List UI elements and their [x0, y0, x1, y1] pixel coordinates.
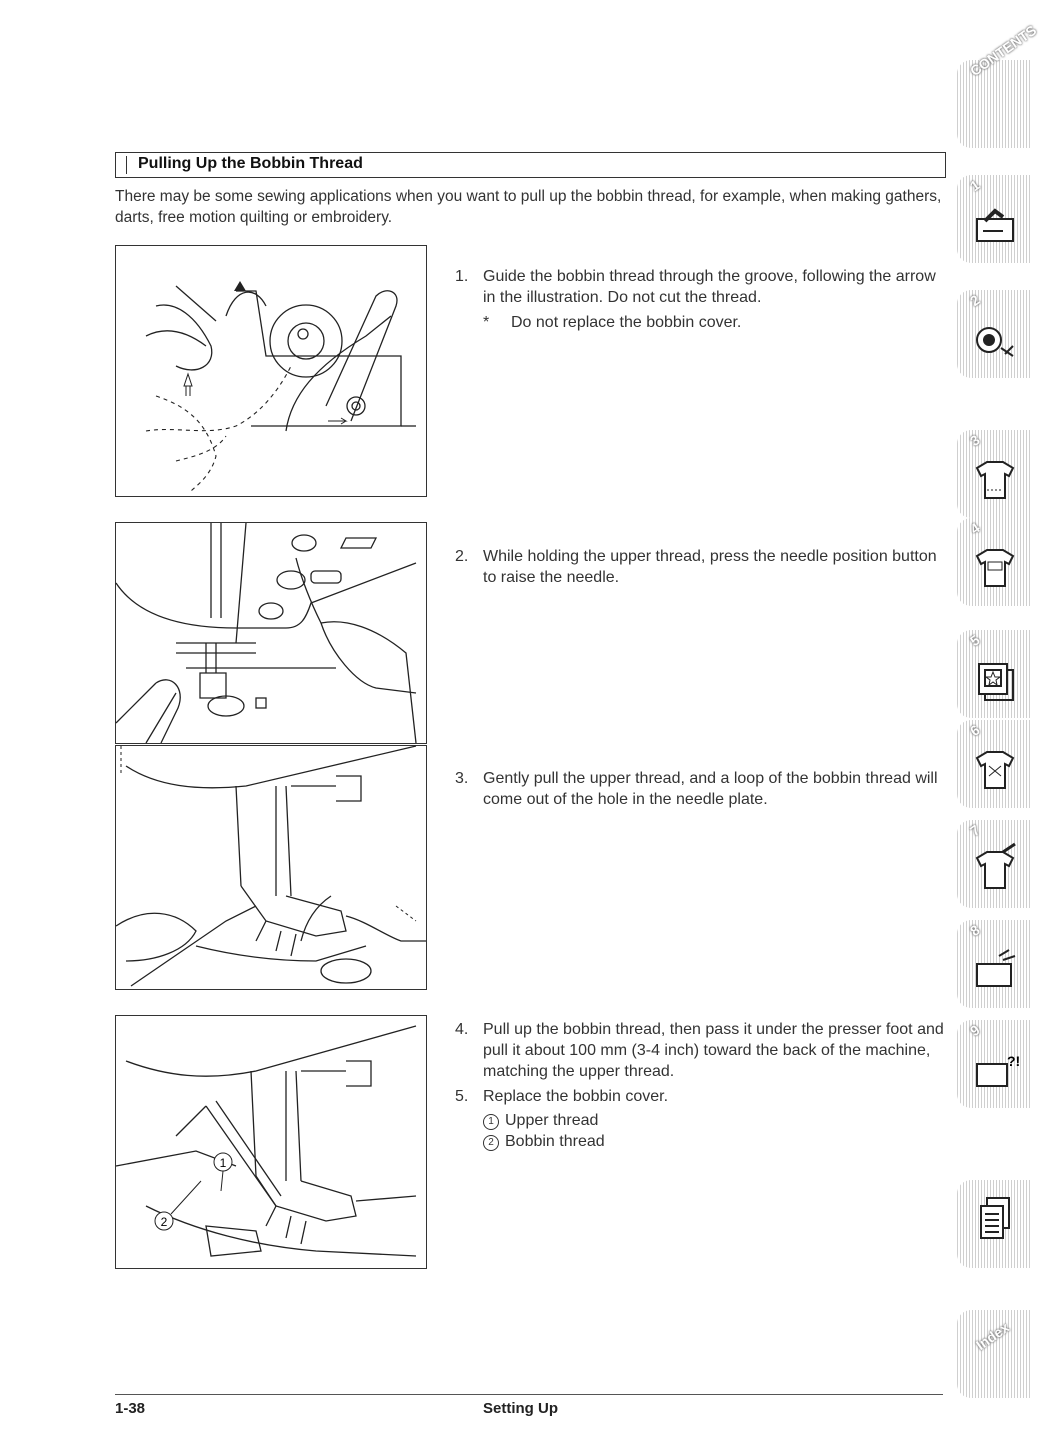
step-4: [455, 1019, 945, 1082]
step-3: [455, 768, 945, 810]
legend-label-1: Upper thread: [505, 1112, 599, 1129]
tab-6-label: 6: [967, 721, 983, 740]
step-3-text: Gently pull the upper thread, and a loop of the bobbin thread will come out of the hole in the needle plate.: [483, 770, 938, 808]
tab-chapter-8[interactable]: [957, 920, 1032, 1008]
shirt-abc-icon: [973, 546, 1017, 590]
step-1-note-text: Do not replace the bobbin cover.: [511, 314, 742, 331]
step-2-text: While holding the upper thread, press the needle position button to raise the needle.: [483, 548, 937, 586]
figure-needle-position-button: [115, 522, 427, 744]
tab-contents-label: CONTENTS: [967, 21, 1039, 80]
tab-1-label: 1: [967, 176, 983, 195]
section-heading-box: [115, 152, 946, 178]
shirt-edit-icon: [973, 848, 1017, 892]
legend-mark-2: 2: [483, 1135, 499, 1151]
footer-rule: [115, 1394, 943, 1395]
tab-appendix[interactable]: [957, 1180, 1032, 1268]
shirt-icon: [973, 458, 1017, 502]
tab-chapter-4[interactable]: [957, 518, 1032, 606]
appendix-pages-icon: [973, 1196, 1017, 1246]
tab-9-label: 9: [967, 1021, 983, 1040]
tab-chapter-6[interactable]: [957, 720, 1032, 808]
thread-spools-icon: [973, 318, 1017, 362]
tab-chapter-5[interactable]: [957, 630, 1032, 718]
step-4-number: 4.: [455, 1021, 469, 1038]
figure-pull-upper-thread: [115, 745, 427, 990]
tab-2-label: 2: [967, 291, 983, 310]
machine-care-icon: [973, 948, 1017, 992]
page-number: 1-38: [115, 1400, 146, 1417]
step-5-text: Replace the bobbin cover.: [483, 1088, 669, 1105]
tab-index[interactable]: [957, 1310, 1032, 1398]
tab-4-label: 4: [967, 519, 983, 538]
step-1-text: Guide the bobbin thread through the groove, following the arrow in the illustration. Do not cut the thread.: [483, 268, 936, 306]
tab-contents[interactable]: [957, 21, 1039, 148]
tab-chapter-7[interactable]: [957, 820, 1032, 908]
legend-bobbin-thread: [483, 1131, 945, 1152]
footer-title: Setting Up: [483, 1400, 558, 1417]
step-1-note: [483, 312, 945, 333]
callout-one: 1: [219, 1156, 227, 1170]
tab-chapter-9[interactable]: [957, 1020, 1032, 1108]
embroidery-frame-icon: [973, 658, 1017, 702]
tab-8-label: 8: [967, 921, 983, 940]
step-1-number: 1.: [455, 268, 469, 285]
intro-paragraph: There may be some sewing applications when you want to pull up the bobbin thread, for example, when making gathers, darts, free motion quilting or embroidery.: [115, 188, 942, 226]
step-4-text: Pull up the bobbin thread, then pass it under the presser foot and pull it about 100 mm (3-4 inch) toward the back of the machine, matching the upper thread.: [483, 1021, 944, 1080]
step-5: [455, 1086, 945, 1152]
step-5-number: 5.: [455, 1088, 469, 1105]
tab-chapter-1[interactable]: [957, 175, 1032, 263]
tab-5-label: 5: [967, 631, 983, 650]
tab-7-label: 7: [967, 821, 983, 840]
tab-chapter-3[interactable]: [957, 430, 1032, 518]
troubleshoot-icon: [973, 1048, 1021, 1092]
heading-bar: [126, 156, 127, 174]
step-3-number: 3.: [455, 770, 469, 787]
tab-3-label: 3: [967, 431, 983, 450]
callout-two: 2: [160, 1215, 168, 1229]
shirt-embroidery-icon: [973, 748, 1017, 792]
machine-setup-icon: [973, 203, 1017, 247]
figure-bobbin-groove: [115, 245, 427, 497]
legend-upper-thread: [483, 1110, 945, 1131]
tab-index-label: Index: [973, 1319, 1013, 1354]
step-2: [455, 546, 945, 588]
tab-chapter-2[interactable]: [957, 290, 1032, 378]
legend-label-2: Bobbin thread: [505, 1133, 605, 1150]
step-2-number: 2.: [455, 548, 469, 565]
legend-mark-1: 1: [483, 1114, 499, 1130]
section-title: Pulling Up the Bobbin Thread: [138, 155, 363, 172]
note-star: *: [483, 314, 490, 331]
step-1: [455, 266, 945, 333]
figure-pull-bobbin-thread: [115, 1015, 427, 1269]
svg-text:?!: ?!: [1007, 1053, 1021, 1069]
